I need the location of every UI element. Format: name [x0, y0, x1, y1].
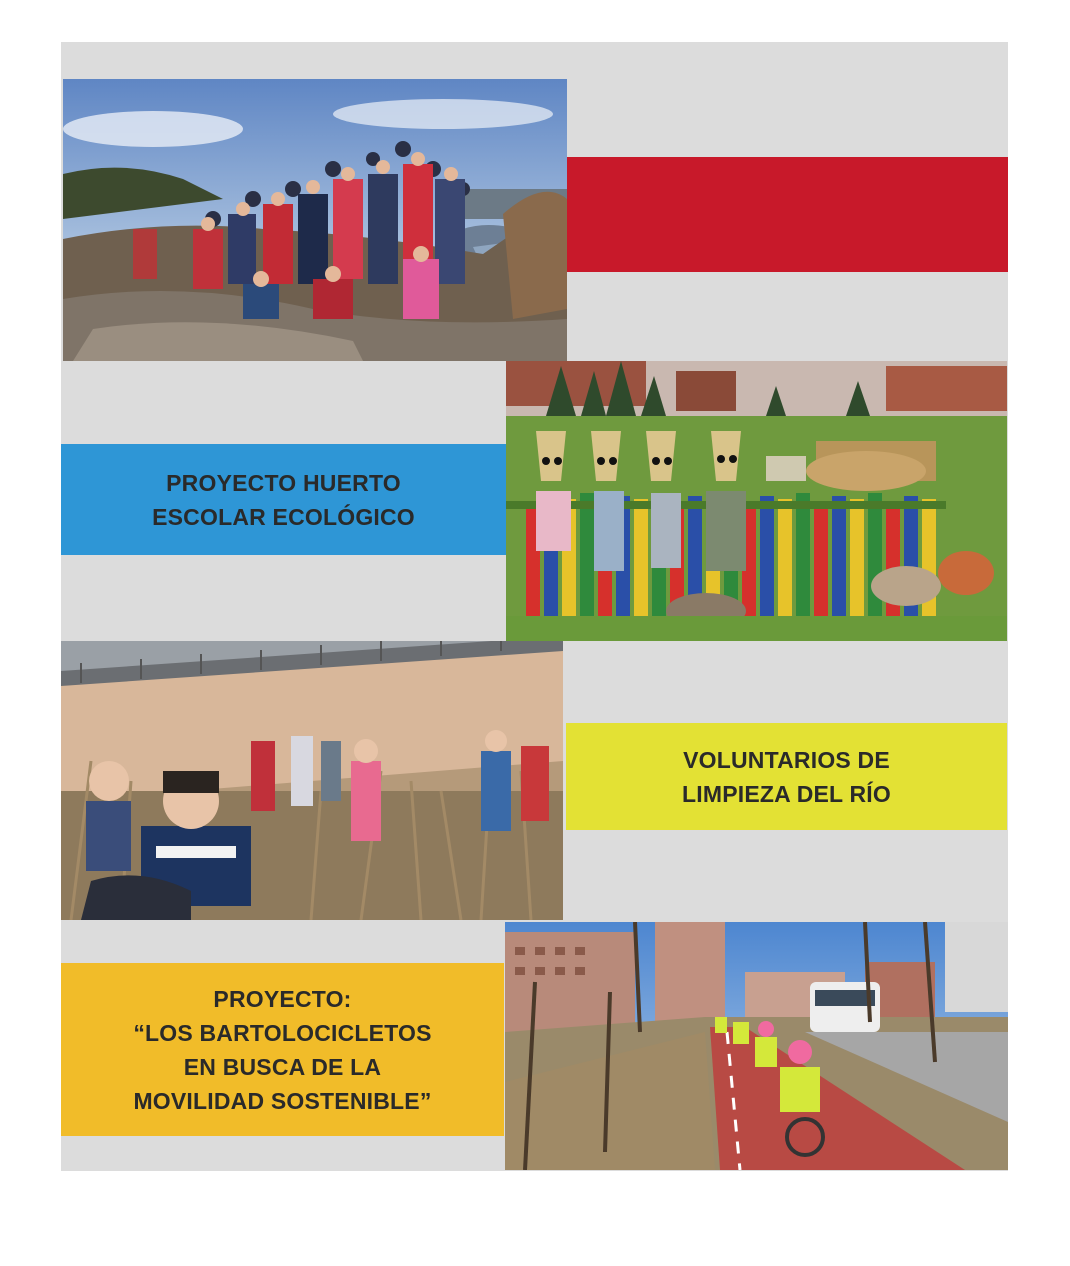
voluntarios-title-band: [566, 723, 1007, 830]
group-hiking-photo: [63, 79, 567, 361]
title-line: ESCOLAR ECOLÓGICO: [152, 503, 415, 530]
title-line: VOLUNTARIOS DE: [683, 746, 890, 773]
title-line: MOVILIDAD SOSTENIBLE”: [133, 1087, 432, 1114]
title-line: EN BUSCA DE LA: [183, 1053, 382, 1080]
huerto-title-band: [61, 444, 506, 555]
cycling-lane-photo: [505, 922, 1008, 1170]
voluntarios-title: [682, 743, 891, 811]
huerto-title: [152, 466, 415, 534]
title-line: PROYECTO:: [213, 985, 352, 1012]
school-garden-photo: [506, 361, 1007, 641]
river-cleanup-photo: [61, 641, 563, 920]
bartolocicletos-title: [133, 982, 431, 1118]
title-line: PROYECTO HUERTO: [166, 469, 401, 496]
title-line: LIMPIEZA DEL RÍO: [682, 780, 891, 807]
bartolocicletos-title-band: [61, 963, 504, 1136]
red-color-band: [567, 157, 1008, 272]
title-line: “LOS BARTOLOCICLETOS: [133, 1019, 432, 1046]
